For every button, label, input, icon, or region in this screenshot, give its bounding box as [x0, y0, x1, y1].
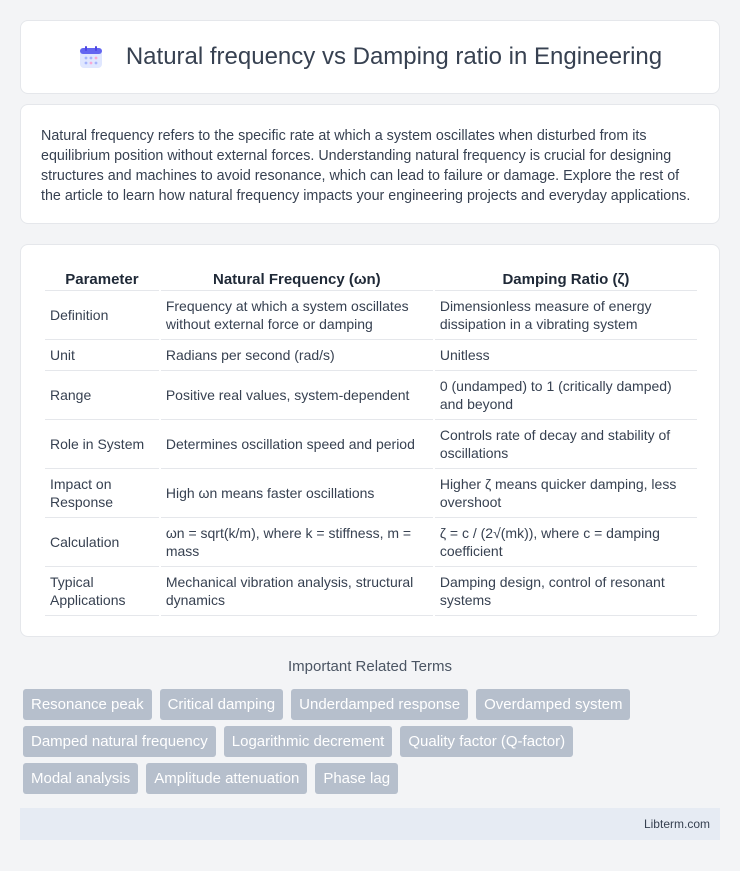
comparison-table-card [20, 244, 720, 637]
damping-ratio-cell: Controls rate of decay and stability of oscillations [435, 420, 697, 469]
damping-ratio-cell: Damping design, control of resonant systems [435, 567, 697, 616]
table-row [45, 518, 697, 567]
row-label: Calculation [45, 518, 159, 567]
natural-frequency-cell: ωn = sqrt(k/m), where k = stiffness, m = mass [161, 518, 433, 567]
table-row [45, 291, 697, 340]
column-header-natural-frequency: Natural Frequency (ωn) [161, 263, 433, 291]
tag-quality-factor[interactable]: Quality factor (Q-factor) [400, 726, 573, 757]
tag-logarithmic-decrement[interactable]: Logarithmic decrement [224, 726, 393, 757]
tag-row [23, 689, 723, 720]
tag-phase-lag[interactable]: Phase lag [315, 763, 398, 794]
related-terms-tags [23, 689, 723, 800]
row-label: Impact on Response [45, 469, 159, 518]
natural-frequency-cell: Mechanical vibration analysis, structural dynamics [161, 567, 433, 616]
table-header-row [45, 263, 697, 291]
tag-modal-analysis[interactable]: Modal analysis [23, 763, 138, 794]
calendar-icon [78, 44, 104, 70]
row-label: Range [45, 371, 159, 420]
table-row [45, 371, 697, 420]
title-wrap [78, 43, 662, 71]
header-card [20, 20, 720, 94]
tag-resonance-peak[interactable]: Resonance peak [23, 689, 152, 720]
column-header-parameter: Parameter [45, 263, 159, 291]
natural-frequency-cell: High ωn means faster oscillations [161, 469, 433, 518]
intro-card [20, 104, 720, 224]
damping-ratio-cell: ζ = c / (2√(mk)), where c = damping coefficient [435, 518, 697, 567]
comparison-table [43, 263, 699, 616]
damping-ratio-cell: Unitless [435, 340, 697, 371]
tag-overdamped-system[interactable]: Overdamped system [476, 689, 630, 720]
tag-underdamped-response[interactable]: Underdamped response [291, 689, 468, 720]
natural-frequency-cell: Positive real values, system-dependent [161, 371, 433, 420]
table-row [45, 340, 697, 371]
natural-frequency-cell: Determines oscillation speed and period [161, 420, 433, 469]
column-header-damping-ratio: Damping Ratio (ζ) [435, 263, 697, 291]
tag-critical-damping[interactable]: Critical damping [160, 689, 284, 720]
table-row [45, 420, 697, 469]
row-label: Typical Applications [45, 567, 159, 616]
row-label: Unit [45, 340, 159, 371]
footer-site-link[interactable]: Libterm.com [643, 817, 710, 831]
natural-frequency-cell: Frequency at which a system oscillates without external force or damping [161, 291, 433, 340]
damping-ratio-cell: 0 (undamped) to 1 (critically damped) and beyond [435, 371, 697, 420]
damping-ratio-cell: Dimensionless measure of energy dissipation in a vibrating system [435, 291, 697, 340]
table-row [45, 567, 697, 616]
tag-damped-natural-frequency[interactable]: Damped natural frequency [23, 726, 216, 757]
damping-ratio-cell: Higher ζ means quicker damping, less overshoot [435, 469, 697, 518]
page-title: Natural frequency vs Damping ratio in Engineering [125, 43, 663, 70]
related-terms-title: Important Related Terms [288, 658, 452, 675]
row-label: Definition [45, 291, 159, 340]
row-label: Role in System [45, 420, 159, 469]
footer [20, 808, 720, 840]
tag-amplitude-attenuation[interactable]: Amplitude attenuation [146, 763, 307, 794]
tag-row [23, 726, 723, 757]
tag-row [23, 763, 723, 794]
natural-frequency-cell: Radians per second (rad/s) [161, 340, 433, 371]
intro-text: Natural frequency refers to the specific rate at which a system oscillates when disturbed from its equilibrium position without external forces. Understanding natural frequency is crucial for designing structures and machines to avoid resonance, which can lead to failure or damage. Explore the rest of the article to learn how natural frequency impacts your engineering projects and everyday applications. [41, 128, 691, 204]
table-row [45, 469, 697, 518]
